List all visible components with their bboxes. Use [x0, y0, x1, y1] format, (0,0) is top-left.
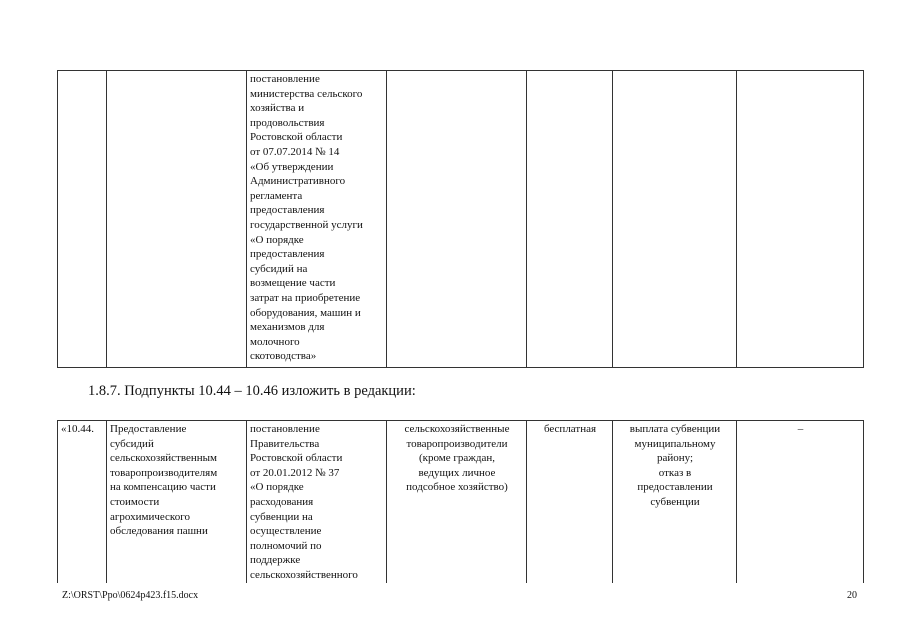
- result-cell: выплата субвенции муниципальному району; отказ в предоставлении субвенции: [613, 421, 737, 584]
- amendment-heading: 1.8.7. Подпункты 10.44 – 10.46 изложить в редакции:: [88, 383, 416, 399]
- payment-cell: [527, 71, 613, 368]
- notes-cell: –: [737, 421, 864, 584]
- file-path-footer: Z:\ORST\Ppo\0624p423.f15.docx: [62, 590, 199, 601]
- table-row: [58, 421, 864, 584]
- service-name-cell: Предоставление субсидий сельскохозяйственным товаропроизводителям на компенсацию части стоимости агрохимического обследования пашни: [107, 421, 247, 584]
- table-row: [58, 71, 864, 368]
- recipients-cell: [387, 71, 527, 368]
- page-number: 20: [847, 590, 857, 601]
- payment-cell: бесплатная: [527, 421, 613, 584]
- regulation-table-continuation: [57, 70, 864, 368]
- recipients-cell: сельскохозяйственные товаропроизводители (кроме граждан, ведущих личное подсобное хозяйство): [387, 421, 527, 584]
- regulation-table-new-items: [57, 420, 864, 583]
- legal-basis-cell: постановление Правительства Ростовской области от 20.01.2012 № 37 «О порядке расходования субвенции на осуществление полномочий по поддержке сельскохозяйственного: [247, 421, 387, 584]
- result-cell: [613, 71, 737, 368]
- item-number-cell: [58, 71, 107, 368]
- service-name-cell: [107, 71, 247, 368]
- legal-basis-cell: постановление министерства сельского хозяйства и продовольствия Ростовской области от 07.07.2014 № 14 «Об утверждении Административного регламента предоставления государственной услуги «О порядке предоставления субсидий на возмещение части затрат на приобретение оборудования, машин и механизмов для молочного скотоводства»: [247, 71, 387, 368]
- notes-cell: [737, 71, 864, 368]
- item-number-cell: «10.44.: [58, 421, 107, 584]
